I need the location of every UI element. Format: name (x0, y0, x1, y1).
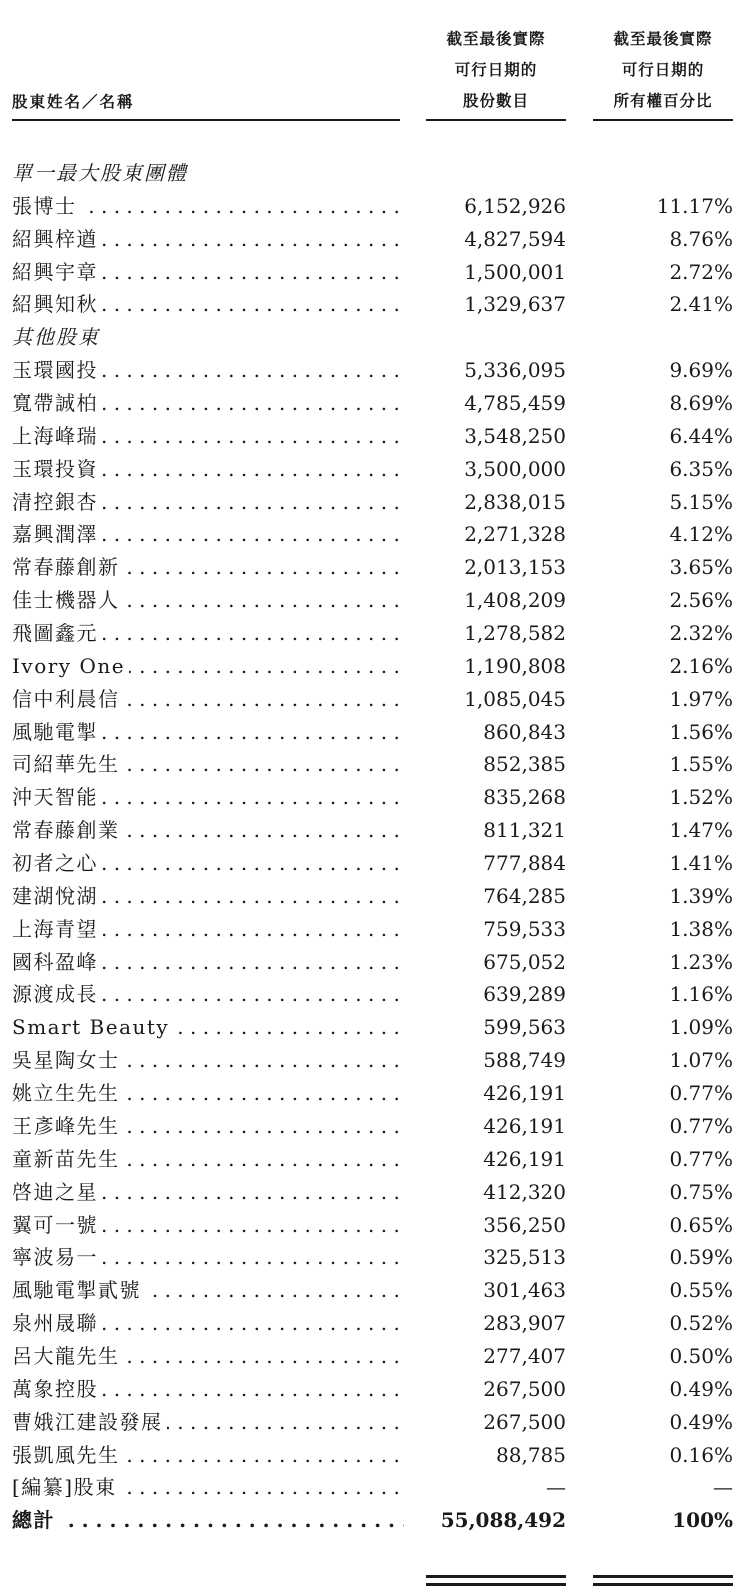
ownership-percentage-cell: 5.15% (669, 489, 733, 514)
ownership-percentage-cell: 6.35% (669, 456, 733, 481)
shareholder-name: 建湖悅湖 (12, 884, 102, 908)
table-row (0, 649, 750, 682)
ownership-percentage-cell: 1.07% (669, 1048, 733, 1073)
ownership-percentage-cell: 1.39% (669, 883, 733, 908)
number-of-shares-cell: 277,407 (483, 1343, 566, 1368)
shareholder-name-cell (12, 1341, 404, 1371)
number-of-shares-cell: 675,052 (483, 949, 566, 974)
shareholder-name: 寬帶誠柏 (12, 391, 102, 415)
table-row (0, 287, 750, 320)
number-of-shares-cell: 588,749 (483, 1048, 566, 1073)
table-row (0, 846, 750, 879)
number-of-shares-cell: 1,278,582 (464, 621, 566, 646)
table-row (0, 485, 750, 518)
ownership-percentage-cell: 1.38% (669, 916, 733, 941)
table-row (0, 1438, 750, 1471)
table-row (0, 550, 750, 583)
table-row (0, 1405, 750, 1438)
table-row (0, 780, 750, 813)
number-of-shares-cell: 852,385 (483, 752, 566, 777)
number-of-shares-cell: 301,463 (483, 1278, 566, 1303)
section-heading (12, 322, 404, 352)
ownership-percentage-cell: 1.55% (669, 752, 733, 777)
table-row (0, 682, 750, 715)
shareholder-name-cell (12, 717, 404, 747)
section-heading-row (0, 320, 750, 353)
shareholder-name-cell (12, 651, 404, 681)
shareholder-name: 沖天智能 (12, 785, 102, 809)
table-row (0, 1470, 750, 1503)
shareholder-name-cell (12, 1308, 404, 1338)
number-of-shares-cell: 599,563 (483, 1015, 566, 1040)
table-row (0, 715, 750, 748)
shareholder-name: 信中利晨信 (12, 687, 124, 711)
shareholder-name: Smart Beauty (12, 1015, 173, 1039)
shareholder-name: 寧波易一 (12, 1245, 102, 1269)
number-of-shares-cell: — (546, 1475, 566, 1500)
table-row (0, 1306, 750, 1339)
table-body (0, 156, 750, 1536)
ownership-percentage-cell: 4.12% (669, 522, 733, 547)
number-of-shares-cell: 811,321 (483, 818, 566, 843)
shareholder-name-cell (12, 421, 404, 451)
ownership-percentage-cell: 0.16% (669, 1442, 733, 1467)
shareholder-name-cell (12, 914, 404, 944)
ownership-percentage-cell: 100% (672, 1508, 733, 1533)
shareholder-name: 清控銀杏 (12, 490, 102, 514)
ownership-percentage-cell: 1.47% (669, 818, 733, 843)
number-of-shares-cell: 412,320 (483, 1179, 566, 1204)
number-of-shares-cell: 4,785,459 (464, 391, 566, 416)
number-of-shares-cell: 777,884 (483, 851, 566, 876)
shareholder-name: 常春藤創新 (12, 555, 124, 579)
table-row (0, 419, 750, 452)
shareholder-name: 呂大龍先生 (12, 1344, 124, 1368)
number-of-shares-cell: 3,548,250 (464, 423, 566, 448)
number-of-shares-cell: 860,843 (483, 719, 566, 744)
table-row (0, 222, 750, 255)
shareholder-name: 風馳電掣貳號 (12, 1278, 145, 1302)
ownership-percentage-cell: 0.55% (669, 1278, 733, 1303)
shareholder-name-cell (12, 454, 404, 484)
table-row (0, 1208, 750, 1241)
table-row (0, 1372, 750, 1405)
number-of-shares-cell: 88,785 (496, 1442, 566, 1467)
table-row (0, 517, 750, 550)
shareholder-name: 吳星陶女士 (12, 1048, 124, 1072)
table-row (0, 452, 750, 485)
shareholder-name-cell (12, 1045, 404, 1075)
table-row (0, 386, 750, 419)
table-row (0, 1076, 750, 1109)
number-of-shares-cell: 5,336,095 (464, 358, 566, 383)
shareholder-name: 紹興梓遒 (12, 227, 102, 251)
number-of-shares-cell: 426,191 (483, 1113, 566, 1138)
shareholder-name: 單一最大股東團體 (12, 161, 192, 185)
ownership-percentage-cell: 3.65% (669, 555, 733, 580)
column-header-ownership-percentage (593, 23, 733, 116)
total-double-rule-pct-top (593, 1575, 733, 1578)
section-heading-row (0, 156, 750, 189)
shareholder-name-cell (12, 618, 404, 648)
shareholder-name-cell (12, 1374, 404, 1404)
shareholder-name-cell (12, 519, 404, 549)
shareholder-name-cell (12, 1275, 404, 1305)
ownership-percentage-cell: 0.50% (669, 1343, 733, 1368)
shareholder-name: 翼可一號 (12, 1213, 102, 1237)
table-row (0, 1339, 750, 1372)
table-row (0, 1043, 750, 1076)
shareholder-name-cell (12, 1242, 404, 1272)
shareholder-name: 上海峰瑞 (12, 424, 102, 448)
ownership-percentage-cell: 0.77% (669, 1081, 733, 1106)
table-row (0, 747, 750, 780)
shareholder-name-cell (12, 979, 404, 1009)
shareholder-name: 玉環投資 (12, 457, 102, 481)
header-underline-pct (593, 119, 733, 121)
column-header-shares-line-2: 可行日期的 (454, 60, 538, 79)
number-of-shares-cell: 2,013,153 (464, 555, 566, 580)
ownership-percentage-cell: 9.69% (669, 358, 733, 383)
shareholder-name: 飛圖鑫元 (12, 621, 102, 645)
shareholder-name-cell (12, 388, 404, 418)
total-double-rule-pct-bottom (593, 1583, 733, 1586)
shareholder-name-cell (12, 815, 404, 845)
number-of-shares-cell: 426,191 (483, 1146, 566, 1171)
table-row (0, 1175, 750, 1208)
shareholder-name: 張博士 (12, 194, 81, 218)
shareholder-name-cell (12, 1407, 404, 1437)
shareholder-name: 曹娥江建設發展 (12, 1410, 167, 1434)
shareholder-name-cell (12, 191, 404, 221)
number-of-shares-cell: 283,907 (483, 1311, 566, 1336)
shareholder-name-cell (12, 1440, 404, 1470)
shareholder-name-cell (12, 749, 404, 779)
shareholder-name: 常春藤創業 (12, 818, 124, 842)
column-header-pct-line-2: 可行日期的 (621, 60, 705, 79)
shareholder-name: 泉州晟聯 (12, 1311, 102, 1335)
number-of-shares-cell: 267,500 (483, 1409, 566, 1434)
ownership-percentage-cell: 1.97% (669, 686, 733, 711)
ownership-percentage-cell: 0.77% (669, 1146, 733, 1171)
shareholder-name: 姚立生先生 (12, 1081, 124, 1105)
number-of-shares-cell: 759,533 (483, 916, 566, 941)
number-of-shares-cell: 639,289 (483, 982, 566, 1007)
ownership-percentage-cell: 0.77% (669, 1113, 733, 1138)
shareholder-name: 王彥峰先生 (12, 1114, 124, 1138)
shareholder-name-cell (12, 782, 404, 812)
shareholder-name: 嘉興潤澤 (12, 522, 102, 546)
number-of-shares-cell: 764,285 (483, 883, 566, 908)
table-row (0, 977, 750, 1010)
shareholder-name-cell (12, 1012, 404, 1042)
total-double-rule-shares-bottom (426, 1583, 566, 1586)
number-of-shares-cell: 426,191 (483, 1081, 566, 1106)
shareholder-name-cell (12, 1505, 404, 1535)
header-underline-name (12, 119, 400, 121)
shareholder-name-cell (12, 552, 404, 582)
shareholder-name-cell (12, 1210, 404, 1240)
shareholder-name: 啓迪之星 (12, 1180, 102, 1204)
shareholder-name: 佳士機器人 (12, 588, 124, 612)
table-row (0, 1010, 750, 1043)
ownership-percentage-cell: 0.59% (669, 1245, 733, 1270)
shareholder-name-cell (12, 684, 404, 714)
shareholder-name: 玉環國投 (12, 358, 102, 382)
table-row (0, 945, 750, 978)
ownership-percentage-cell: 0.49% (669, 1376, 733, 1401)
shareholder-name-cell (12, 881, 404, 911)
number-of-shares-cell: 325,513 (483, 1245, 566, 1270)
number-of-shares-cell: 356,250 (483, 1212, 566, 1237)
ownership-percentage-cell: 2.56% (669, 588, 733, 613)
total-double-rule-shares-top (426, 1575, 566, 1578)
number-of-shares-cell: 3,500,000 (464, 456, 566, 481)
shareholder-name: 司紹華先生 (12, 752, 124, 776)
column-header-number-of-shares (426, 23, 566, 116)
number-of-shares-cell: 835,268 (483, 785, 566, 810)
header-underline-shares (426, 119, 566, 121)
ownership-percentage-cell: 1.16% (669, 982, 733, 1007)
table-row (0, 616, 750, 649)
shareholder-name: 張凱風先生 (12, 1443, 124, 1467)
ownership-percentage-cell: 8.69% (669, 391, 733, 416)
number-of-shares-cell: 1,408,209 (464, 588, 566, 613)
number-of-shares-cell: 2,838,015 (464, 489, 566, 514)
ownership-percentage-cell: 2.16% (669, 653, 733, 678)
shareholder-name-cell (12, 355, 404, 385)
number-of-shares-cell: 2,271,328 (464, 522, 566, 547)
shareholder-name: [編纂]股東 (12, 1475, 121, 1499)
table-row (0, 255, 750, 288)
number-of-shares-cell: 55,088,492 (440, 1508, 566, 1533)
number-of-shares-cell: 1,190,808 (464, 653, 566, 678)
table-row (0, 912, 750, 945)
shareholder-name-cell (12, 1144, 404, 1174)
ownership-percentage-cell: 0.65% (669, 1212, 733, 1237)
shareholder-name: 紹興宇章 (12, 260, 102, 284)
table-row (0, 583, 750, 616)
column-header-shareholder-name: 股東姓名／名稱 (12, 92, 135, 111)
ownership-percentage-cell: 1.23% (669, 949, 733, 974)
number-of-shares-cell: 1,500,001 (464, 259, 566, 284)
number-of-shares-cell: 4,827,594 (464, 226, 566, 251)
number-of-shares-cell: 1,329,637 (464, 292, 566, 317)
shareholder-name: 國科盈峰 (12, 950, 102, 974)
table-row (0, 813, 750, 846)
ownership-percentage-cell: 2.72% (669, 259, 733, 284)
column-header-pct-line-3: 所有權百分比 (613, 91, 713, 110)
column-header-pct-line-1: 截至最後實際 (613, 29, 713, 48)
ownership-percentage-cell: 0.75% (669, 1179, 733, 1204)
shareholder-name-cell (12, 1177, 404, 1207)
shareholder-name: 萬象控股 (12, 1377, 102, 1401)
ownership-percentage-cell: 1.52% (669, 785, 733, 810)
shareholder-name: 源渡成長 (12, 982, 102, 1006)
ownership-percentage-cell: 1.41% (669, 851, 733, 876)
table-row (0, 1109, 750, 1142)
table-row (0, 353, 750, 386)
shareholder-name: 紹興知秋 (12, 292, 102, 316)
shareholder-name-cell (12, 1472, 404, 1502)
shareholder-name: 初者之心 (12, 851, 102, 875)
ownership-percentage-cell: 2.41% (669, 292, 733, 317)
shareholder-name-cell (12, 487, 404, 517)
table-row (0, 879, 750, 912)
section-heading (12, 158, 404, 188)
shareholder-name-cell (12, 289, 404, 319)
number-of-shares-cell: 1,085,045 (464, 686, 566, 711)
shareholder-name: 其他股東 (12, 325, 104, 349)
table-row (0, 189, 750, 222)
shareholder-name-cell (12, 224, 404, 254)
shareholder-name-cell (12, 1078, 404, 1108)
ownership-percentage-cell: 11.17% (656, 193, 733, 218)
ownership-percentage-cell: 2.32% (669, 621, 733, 646)
shareholder-name-cell (12, 257, 404, 287)
ownership-percentage-cell: — (713, 1475, 733, 1500)
shareholder-name-cell (12, 585, 404, 615)
shareholder-name: 童新苗先生 (12, 1147, 124, 1171)
ownership-percentage-cell: 1.09% (669, 1015, 733, 1040)
ownership-percentage-cell: 0.52% (669, 1311, 733, 1336)
shareholder-name-cell (12, 1111, 404, 1141)
table-row (0, 1273, 750, 1306)
shareholder-name: 上海青望 (12, 917, 102, 941)
number-of-shares-cell: 6,152,926 (464, 193, 566, 218)
shareholder-name: Ivory One (12, 654, 129, 678)
shareholder-name: 總計 (12, 1508, 59, 1532)
total-row (0, 1503, 750, 1536)
ownership-percentage-cell: 8.76% (669, 226, 733, 251)
column-header-shares-line-3: 股份數目 (462, 91, 529, 110)
ownership-percentage-cell: 6.44% (669, 423, 733, 448)
ownership-percentage-cell: 0.49% (669, 1409, 733, 1434)
number-of-shares-cell: 267,500 (483, 1376, 566, 1401)
column-header-shares-line-1: 截至最後實際 (446, 29, 546, 48)
table-row (0, 1240, 750, 1273)
ownership-percentage-cell: 1.56% (669, 719, 733, 744)
table-row (0, 1142, 750, 1175)
shareholder-name: 風馳電掣 (12, 720, 102, 744)
shareholder-name-cell (12, 947, 404, 977)
shareholder-name-cell (12, 848, 404, 878)
